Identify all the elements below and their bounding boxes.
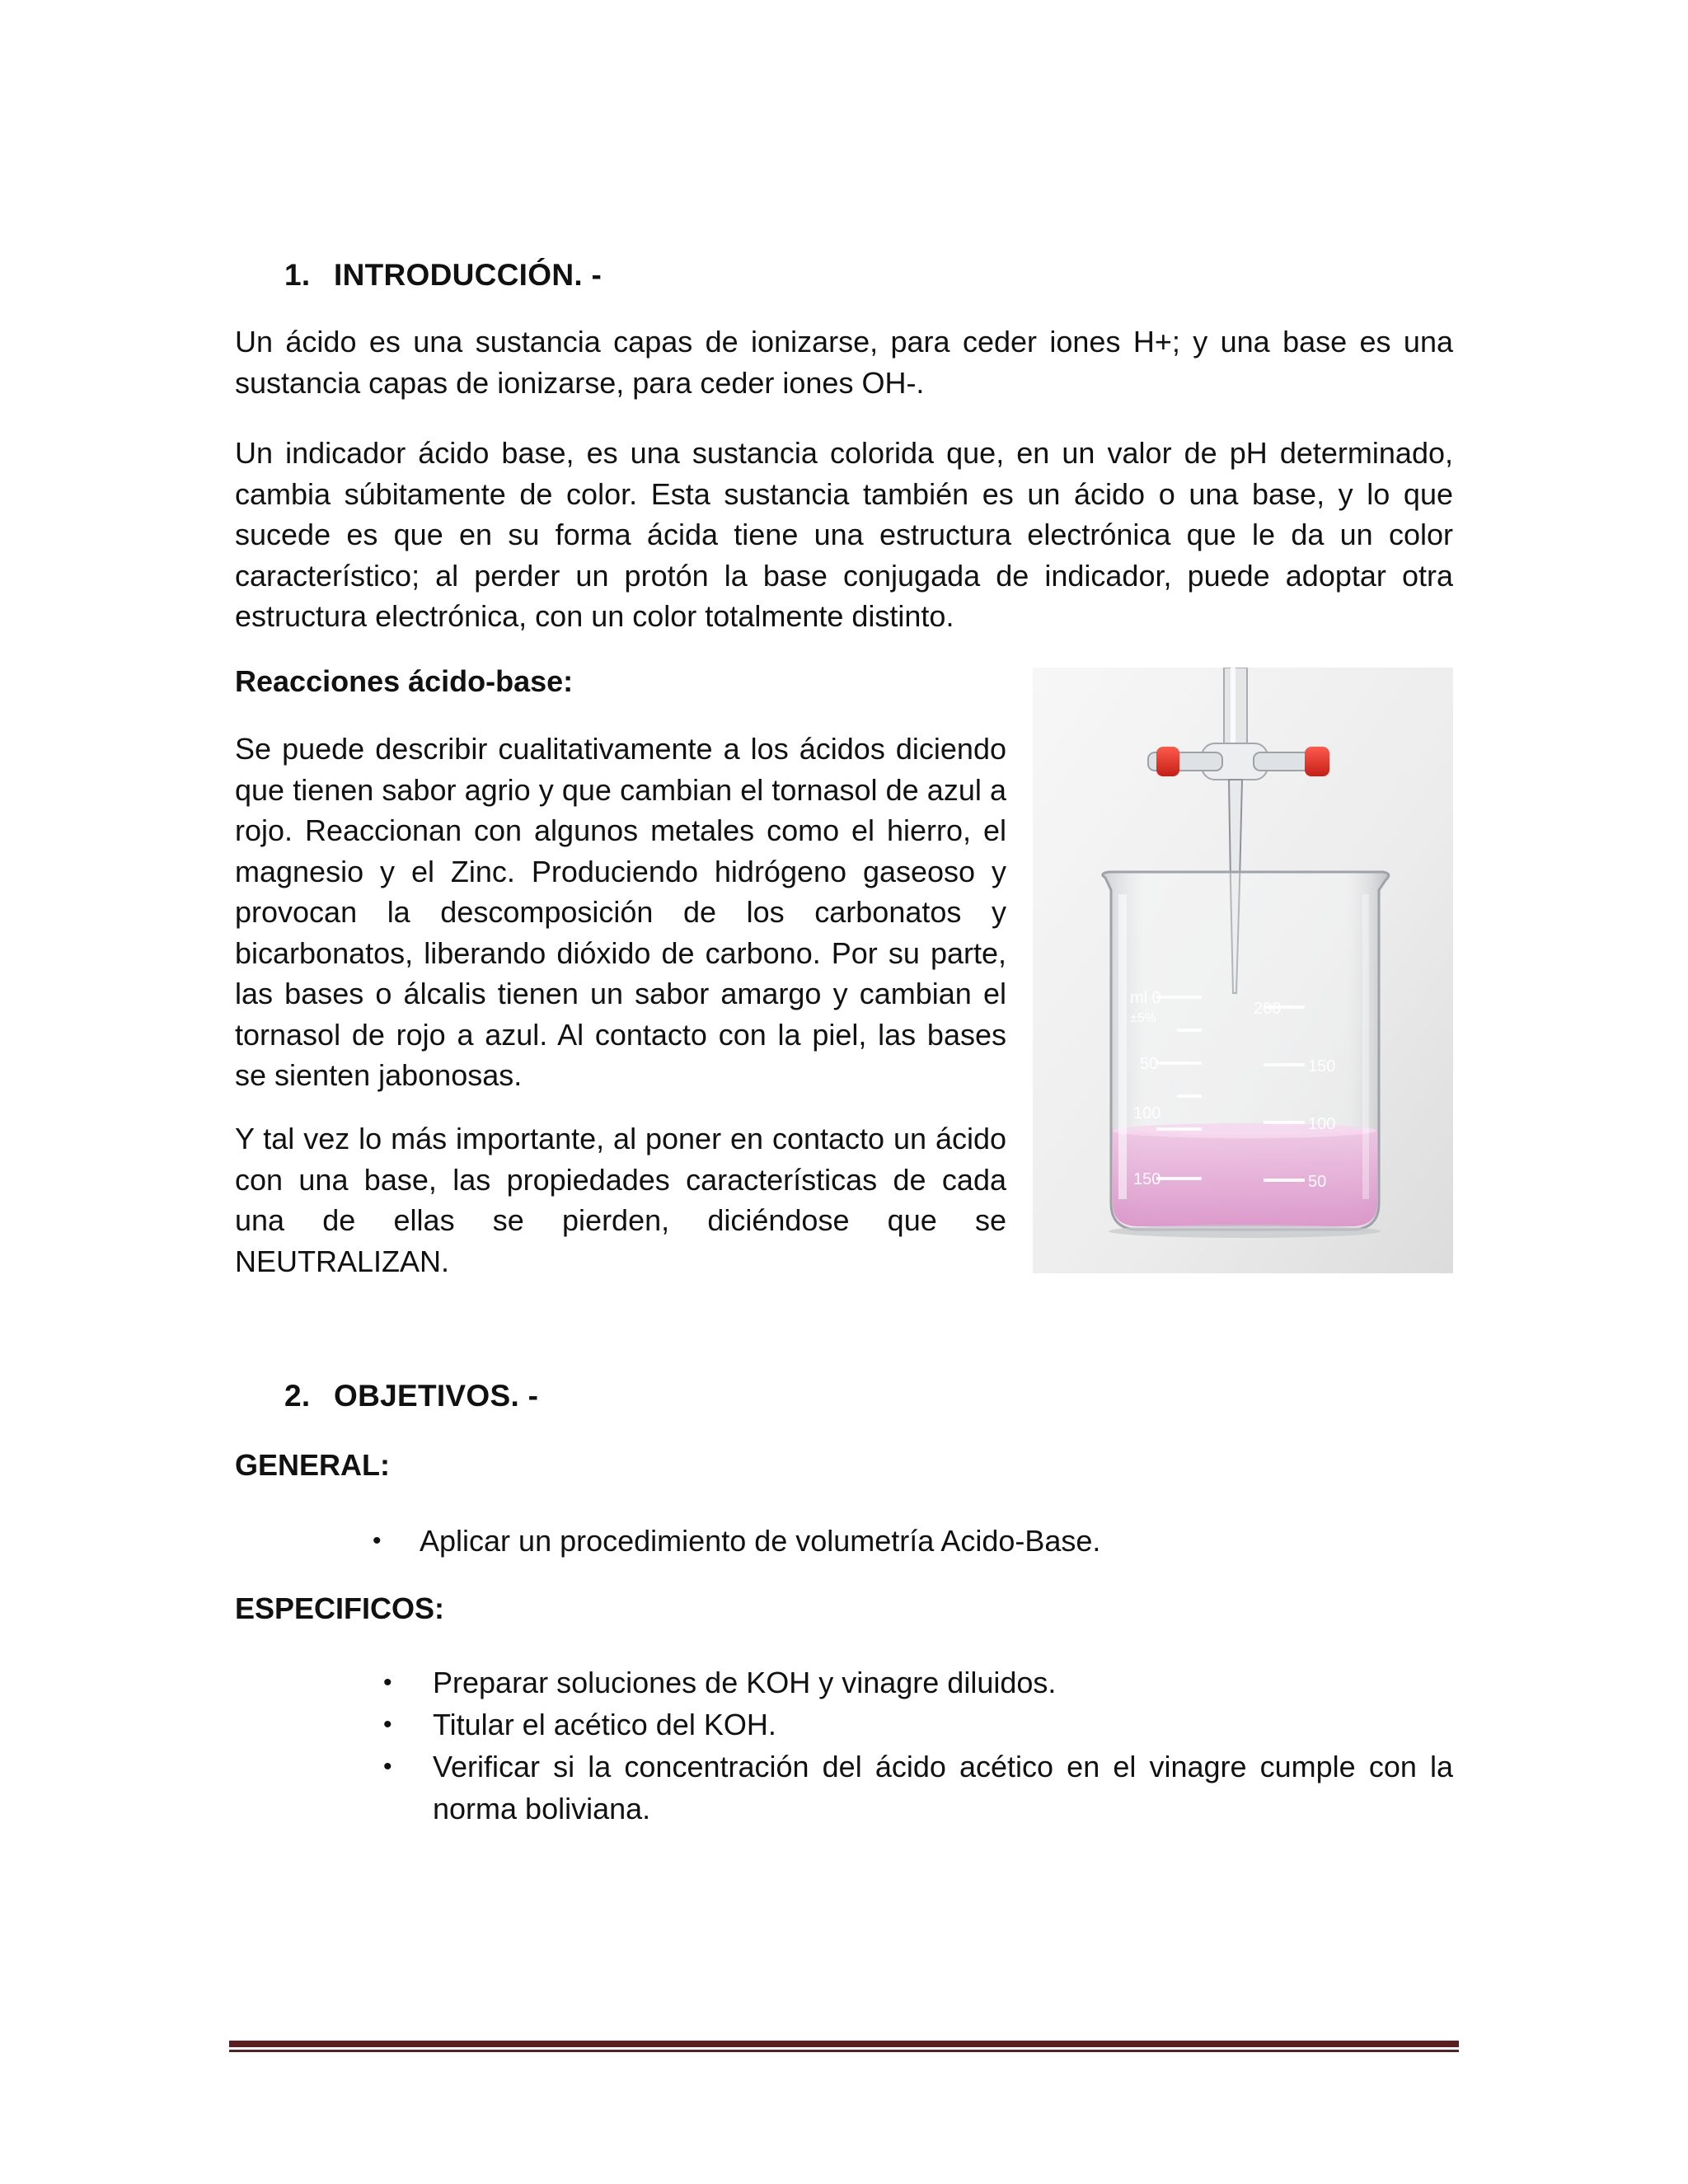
list-item xyxy=(373,1520,1100,1562)
section-heading-objetivos xyxy=(284,1379,538,1413)
footer-rule xyxy=(229,2041,1459,2052)
bullet-icon: • xyxy=(383,1753,392,1780)
stopcock-cap-right xyxy=(1305,747,1329,776)
section-number: 1. xyxy=(284,258,311,292)
intro-paragraph-2: Un indicador ácido base, es una sustancia colorida que, en un valor de pH determinado, cambia súbitamente de color. Esta sustancia también es un ácido o una base, y lo que sucede es que en su forma ácida tiene una estructura electrónica que le da un color característico; al perder un protón la base conjugada de indicador, puede adoptar otra estructura electrónica, con un color totalmente distinto. xyxy=(235,436,1453,633)
beaker-mark-left-3: 100 xyxy=(1133,1104,1161,1122)
list-item xyxy=(383,1746,1453,1830)
section-title: OBJETIVOS. - xyxy=(334,1379,539,1413)
beaker-mark-left-2: 50 xyxy=(1140,1055,1159,1073)
list-item xyxy=(383,1704,1453,1746)
beaker-mark-right-1: 150 xyxy=(1308,1057,1336,1076)
specific-objectives-list xyxy=(383,1661,1453,1830)
especificos-label: ESPECIFICOS: xyxy=(235,1591,445,1625)
bullet-icon: • xyxy=(383,1711,392,1738)
list-item-text: Titular el acético del KOH. xyxy=(433,1708,776,1741)
section-number: 2. xyxy=(284,1379,311,1413)
beaker-mark-right-2: 100 xyxy=(1308,1115,1336,1133)
beaker-mark-left-1: ±5% xyxy=(1130,1011,1156,1025)
beaker-mark-right-3: 50 xyxy=(1308,1173,1327,1191)
beaker xyxy=(1103,872,1389,1238)
section-heading-introduccion xyxy=(284,258,602,293)
section-title: INTRODUCCIÓN. - xyxy=(334,258,603,292)
titration-photo xyxy=(1033,668,1453,1273)
bullet-icon: • xyxy=(383,1669,392,1696)
beaker-mark-right-0: 200 xyxy=(1254,1000,1282,1018)
general-objectives-list xyxy=(373,1520,1100,1562)
list-item-text: Preparar soluciones de KOH y vinagre diluidos. xyxy=(433,1666,1057,1699)
beaker-mark-left-4: 150 xyxy=(1133,1170,1161,1188)
list-item-text: Aplicar un procedimiento de volumetría Acido-Base. xyxy=(420,1524,1101,1558)
intro-paragraph-1: Un ácido es una sustancia capas de ionizarse, para ceder iones H+; y una base es una sustancia capas de ionizarse, para ceder iones OH-. xyxy=(235,325,1453,400)
list-item xyxy=(383,1661,1453,1704)
beaker-mark-left-0: ml 0 xyxy=(1130,989,1161,1007)
general-label: GENERAL: xyxy=(235,1448,390,1482)
reacciones-subheading: Reacciones ácido-base: xyxy=(235,664,574,698)
neutralizacion-paragraph: Y tal vez lo más importante, al poner en contacto un ácido con una base, las propiedades características de cada una de ellas se pierden, diciéndose que se NEUTRALIZAN. xyxy=(235,1122,1006,1278)
list-item-text: Verificar si la concentración del ácido acético en el vinagre cumple con la norma boliviana. xyxy=(433,1750,1453,1825)
bullet-icon: • xyxy=(373,1527,382,1554)
reacciones-paragraph: Se puede describir cualitativamente a los ácidos diciendo que tienen sabor agrio y que cambian el tornasol de azul a rojo. Reaccionan con algunos metales como el hierro, el magnesio y el Zinc. Produciendo hidrógeno gaseoso y provocan la descomposición de los carbonatos y bicarbonatos, liberando dióxido de carbono. Por su parte, las bases o álcalis tienen un sabor amargo y cambian el tornasol de rojo a azul. Al contacto con la piel, las bases se sienten jabonosas. xyxy=(235,732,1006,1092)
stopcock-cap-left xyxy=(1156,747,1179,776)
